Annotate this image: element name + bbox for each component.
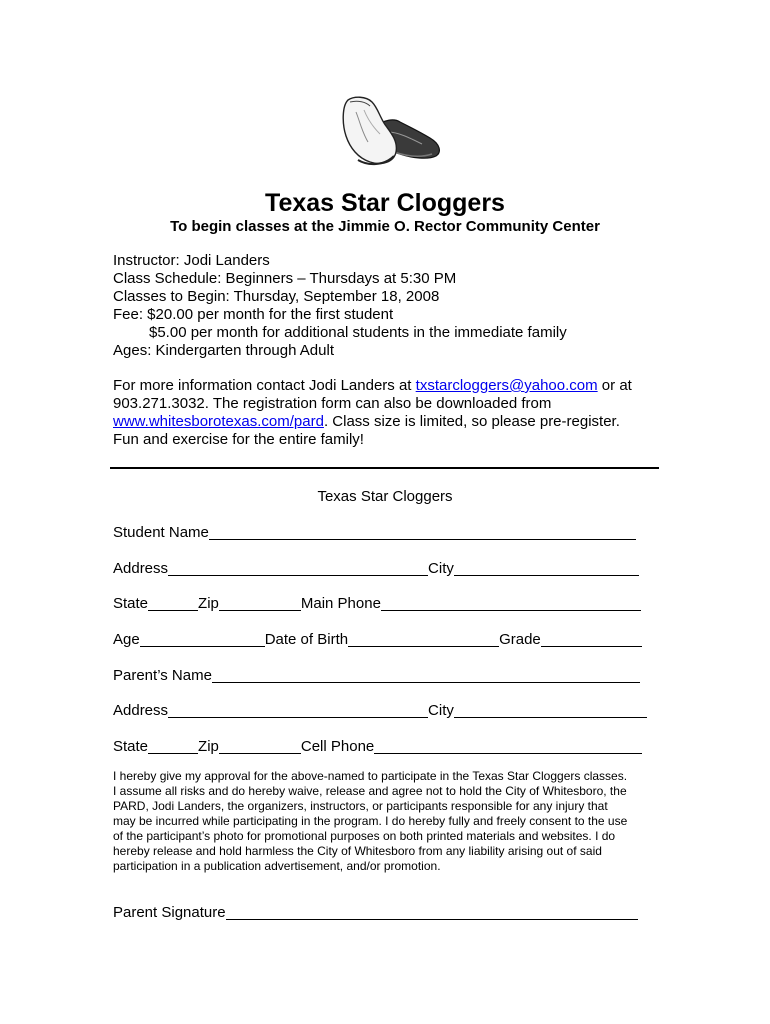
parent-city-field[interactable] — [454, 702, 647, 718]
fee-line: Fee: $20.00 per month for the first student — [113, 306, 394, 323]
state-label: State — [113, 595, 149, 612]
begin-date-line: Classes to Begin: Thursday, September 18, 2008 — [113, 288, 440, 305]
contact-line-4: Fun and exercise for the entire family! — [113, 431, 364, 448]
parent-address-field[interactable] — [168, 702, 428, 718]
website-link[interactable]: www.whitesborotexas.com/pard — [113, 413, 324, 430]
contact-prefix: For more information contact Jodi Landers at — [113, 377, 416, 394]
email-suffix: or at — [597, 377, 632, 394]
state-field[interactable] — [148, 595, 198, 611]
waiver-text — [113, 769, 663, 874]
parents-name-label: Parent’s Name — [113, 667, 212, 684]
city-field[interactable] — [454, 560, 639, 576]
ages-line: Ages: Kindergarten through Adult — [113, 342, 334, 359]
parent-city-label: City — [428, 702, 454, 719]
address-field[interactable] — [168, 560, 428, 576]
parent-address-label: Address — [113, 702, 169, 719]
parent-address-row — [113, 701, 647, 721]
cell-phone-field[interactable] — [374, 738, 642, 754]
cell-phone-label: Cell Phone — [300, 738, 375, 755]
parent-signature-row — [113, 903, 638, 923]
parent-state-field[interactable] — [148, 738, 198, 754]
zip-field[interactable] — [219, 595, 301, 611]
contact-info — [113, 377, 632, 449]
form-title: Texas Star Cloggers — [317, 488, 453, 505]
website-suffix: . Class size is limited, so please pre-register. — [323, 413, 620, 430]
age-label: Age — [113, 631, 140, 648]
waiver-line: may be incurred while participating in the program. I do hereby fully and freely consent to the use — [113, 814, 628, 828]
waiver-line: I assume all risks and do hereby waive, release and agree not to hold the City of Whitesboro, the — [113, 784, 627, 798]
waiver-line: PARD, Jodi Landers, the organizers, instructors, or participants responsible for any injury that — [113, 799, 608, 813]
address-label: Address — [113, 560, 169, 577]
contact-line-2: 903.271.3032. The registration form can also be downloaded from — [113, 395, 552, 412]
waiver-line: of the participant’s photo for promotional purposes on both printed materials and websites. I do — [113, 829, 616, 843]
fee-additional-line: $5.00 per month for additional students in the immediate family — [149, 324, 567, 341]
age-field[interactable] — [140, 631, 265, 647]
page-title: Texas Star Cloggers — [265, 189, 505, 217]
parent-signature-label: Parent Signature — [113, 904, 226, 921]
age-dob-grade-row — [113, 630, 642, 650]
waiver-line: I hereby give my approval for the above-named to participate in the Texas Star Cloggers classes. — [113, 769, 628, 783]
main-phone-label: Main Phone — [300, 595, 381, 612]
student-name-row — [113, 523, 636, 543]
main-phone-field[interactable] — [381, 595, 641, 611]
student-name-field[interactable] — [209, 524, 636, 540]
dob-field[interactable] — [348, 631, 499, 647]
parent-state-zip-cell-row — [113, 737, 642, 757]
parents-name-row — [113, 666, 640, 686]
grade-label: Grade — [499, 631, 541, 648]
parent-signature-field[interactable] — [226, 904, 638, 920]
parent-zip-field[interactable] — [219, 738, 301, 754]
address-row — [113, 559, 639, 579]
contact-line-1 — [113, 377, 632, 395]
section-divider — [110, 467, 659, 469]
zip-label: Zip — [198, 595, 219, 612]
student-name-label: Student Name — [113, 524, 209, 541]
instructor-line: Instructor: Jodi Landers — [113, 252, 270, 269]
city-label: City — [428, 560, 454, 577]
state-zip-phone-row — [113, 594, 641, 614]
dob-label: Date of Birth — [264, 631, 349, 648]
grade-field[interactable] — [541, 631, 642, 647]
waiver-line: hereby release and hold harmless the City of Whitesboro from any liability arising out of said — [113, 844, 602, 858]
parents-name-field[interactable] — [212, 667, 640, 683]
parent-zip-label: Zip — [198, 738, 219, 755]
page-subtitle: To begin classes at the Jimmie O. Rector Community Center — [170, 218, 600, 235]
parent-state-label: State — [113, 738, 149, 755]
email-link[interactable]: txstarcloggers@yahoo.com — [415, 377, 598, 394]
waiver-line: participation in a publication advertisement, and/or promotion. — [113, 859, 441, 873]
clogging-shoes-logo — [328, 92, 446, 172]
contact-line-3 — [113, 413, 632, 431]
class-info — [113, 252, 567, 360]
schedule-line: Class Schedule: Beginners – Thursdays at 5:30 PM — [113, 270, 457, 287]
